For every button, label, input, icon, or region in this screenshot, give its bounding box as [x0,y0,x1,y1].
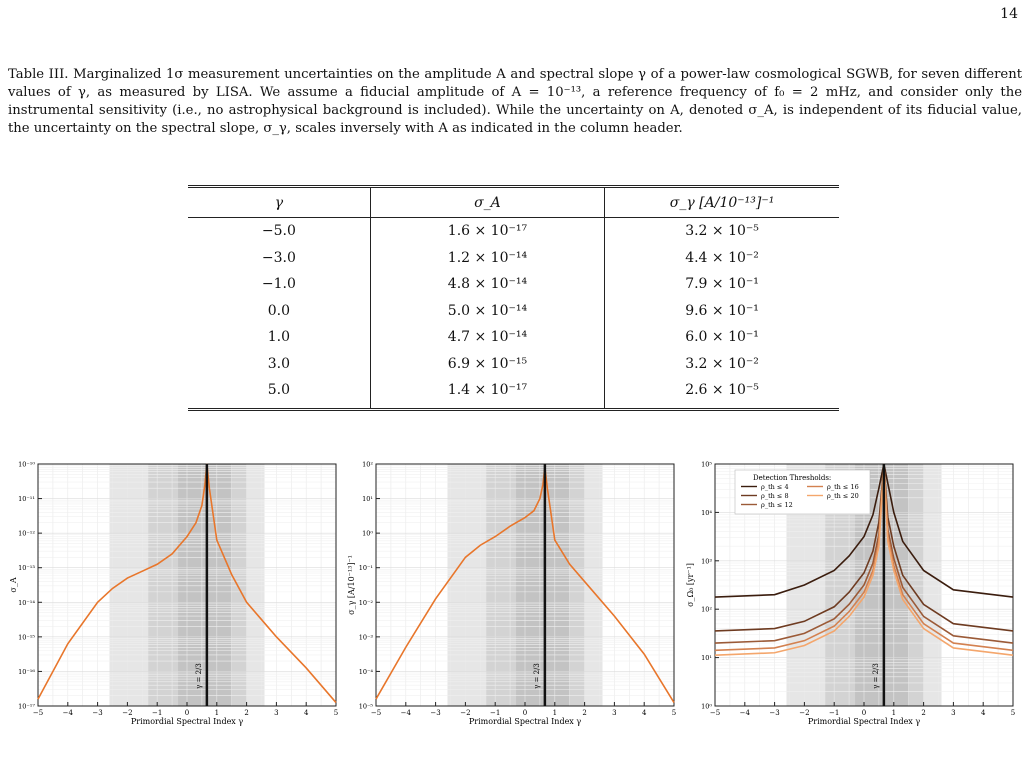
x-tick-label: 5 [333,709,339,717]
x-tick-label: −2 [122,709,133,717]
cell-gamma: 0.0 [188,298,370,325]
uncertainty-table [188,185,839,411]
x-axis-label: Primordial Spectral Index γ [468,717,582,726]
cell-sigma-a: 6.9 × 10⁻¹⁵ [370,351,604,378]
x-axis-label: Primordial Spectral Index γ [130,717,244,726]
x-tick-label: 2 [582,709,587,717]
y-tick-label: 10⁰ [701,702,712,711]
y-tick-label: 10⁵ [701,460,712,469]
sigma-omega-chart [685,452,1030,732]
table-row [188,245,839,272]
legend-entry: ρ_th ≤ 8 [761,492,789,500]
x-tick-label: −4 [400,709,411,717]
table-row [188,324,839,351]
cell-sigma-gamma: 2.6 × 10⁻⁵ [605,377,839,409]
y-tick-label: 10⁻³ [358,633,373,642]
cell-sigma-gamma: 3.2 × 10⁻² [685,355,759,372]
cell-sigma-gamma: 7.9 × 10⁻¹ [685,276,759,293]
x-tick-label: −1 [829,709,840,717]
caption-text: Marginalized 1σ measurement uncertainties on the amplitude A and spectral slope γ of a power-law cosmological SGWB, for seven different values of γ, as measured by LISA. We assume a fiducial amplitude of A = 10⁻¹³, a reference frequency of f₀ = 2 mHz, and consider only the instrumental sensitivity (i.e., no astrophysical background is included). While the uncertainty on A, denoted σ_A, is independent of its fiducial value, the uncertainty on the spectral slope, σ_γ, scales inversely with A as indicated in the column header. [8,67,1022,136]
x-tick-label: −5 [709,709,721,717]
cell-sigma-gamma: 3.2 × 10⁻⁵ [685,223,759,240]
x-tick-label: −3 [92,709,103,717]
y-tick-label: 10¹ [701,654,712,663]
x-tick-label: 0 [861,709,867,717]
x-axis-label: Primordial Spectral Index γ [807,717,921,726]
legend-entry: ρ_th ≤ 16 [827,483,859,491]
x-tick-label: 4 [641,709,647,717]
sigma-gamma-chart [346,452,691,732]
legend-entry: ρ_th ≤ 4 [761,483,789,491]
y-tick-label: 10⁻¹⁵ [18,633,35,642]
y-axis-label: σ_A [9,577,18,593]
vline-label: γ = 2/3 [532,663,541,689]
cell-sigma-a: 1.2 × 10⁻¹⁴ [370,245,604,272]
x-tick-label: 0 [184,709,190,717]
x-tick-label: −2 [460,709,471,717]
sigma-gamma-plot [346,452,691,732]
x-tick-label: −4 [739,709,750,717]
x-tick-label: 5 [671,709,677,717]
x-tick-label: −1 [152,709,163,717]
x-tick-label: −5 [32,709,44,717]
y-tick-label: 10⁻⁴ [358,667,373,676]
y-tick-label: 10⁻¹¹ [18,495,35,504]
cell-sigma-gamma: 4.4 × 10⁻² [685,249,759,266]
y-tick-label: 10⁻¹ [358,564,373,573]
table-row [188,377,839,409]
header-sigma-a: σ_A [370,187,604,218]
x-tick-label: −1 [490,709,501,717]
x-tick-label: 5 [1010,709,1016,717]
x-tick-label: 4 [980,709,986,717]
x-tick-label: 1 [214,709,220,717]
cell-sigma-a: 4.7 × 10⁻¹⁴ [370,324,604,351]
caption-label: Table III. [8,67,69,82]
table-row [188,298,839,325]
x-tick-label: −3 [769,709,780,717]
x-tick-label: 2 [921,709,926,717]
cell-sigma-a: 5.0 × 10⁻¹⁴ [370,298,604,325]
table-header-row [188,187,839,218]
x-tick-label: 3 [274,709,279,717]
cell-sigma-gamma: 6.0 × 10⁻¹ [685,329,759,346]
cell-sigma-a: 1.4 × 10⁻¹⁷ [370,377,604,409]
table-caption [8,66,1022,138]
header-gamma: γ [188,187,370,218]
x-tick-label: 3 [612,709,617,717]
x-tick-label: −2 [799,709,810,717]
x-tick-label: 1 [552,709,558,717]
y-tick-label: 10¹ [362,495,373,504]
x-tick-label: −5 [370,709,382,717]
sigma-a-chart [8,452,353,732]
cell-sigma-a: 4.8 × 10⁻¹⁴ [370,271,604,298]
y-tick-label: 10⁻² [358,598,373,607]
cell-gamma: 1.0 [188,324,370,351]
y-tick-label: 10² [362,460,373,469]
x-tick-label: 3 [951,709,956,717]
legend-entry: ρ_th ≤ 20 [827,492,859,500]
legend-title: Detection Thresholds: [753,474,832,482]
page-number: 14 [1000,6,1018,22]
cell-gamma: 5.0 [188,377,370,409]
cell-gamma: 3.0 [188,351,370,378]
x-tick-label: 1 [891,709,897,717]
x-tick-label: −4 [62,709,73,717]
vline-label: γ = 2/3 [871,663,880,689]
y-axis-label: σ_γ [A/10⁻¹³]⁻¹ [347,555,356,615]
x-tick-label: −3 [430,709,441,717]
y-tick-label: 10⁻¹² [18,529,35,538]
y-tick-label: 10⁻¹⁶ [18,667,35,676]
y-tick-label: 10³ [701,557,712,566]
x-tick-label: 0 [522,709,528,717]
cell-sigma-gamma: 9.6 × 10⁻¹ [685,302,759,319]
cell-gamma: −5.0 [188,218,370,245]
sigma-omega-plot [685,452,1030,732]
cell-gamma: −1.0 [188,271,370,298]
y-tick-label: 10⁰ [362,529,373,538]
y-tick-label: 10⁻¹⁰ [18,460,35,469]
y-tick-label: 10⁴ [701,508,712,517]
sigma-a-plot [8,452,353,732]
y-tick-label: 10² [701,605,712,614]
y-tick-label: 10⁻¹³ [18,564,35,573]
vline-label: γ = 2/3 [194,663,203,689]
y-tick-label: 10⁻¹⁴ [18,598,35,607]
y-axis-label: σ_Ω₀ [yr⁻¹] [686,563,695,607]
x-tick-label: 2 [244,709,249,717]
header-sigma-gamma: σ_γ [A/10⁻¹³]⁻¹ [605,187,839,218]
y-tick-label: 10⁻¹⁷ [18,702,35,711]
y-tick-label: 10⁻⁵ [358,702,373,711]
table-row [188,271,839,298]
cell-sigma-a: 1.6 × 10⁻¹⁷ [370,218,604,245]
cell-gamma: −3.0 [188,245,370,272]
table-row [188,351,839,378]
x-tick-label: 4 [303,709,309,717]
table-row [188,218,839,245]
legend-entry: ρ_th ≤ 12 [761,501,793,509]
